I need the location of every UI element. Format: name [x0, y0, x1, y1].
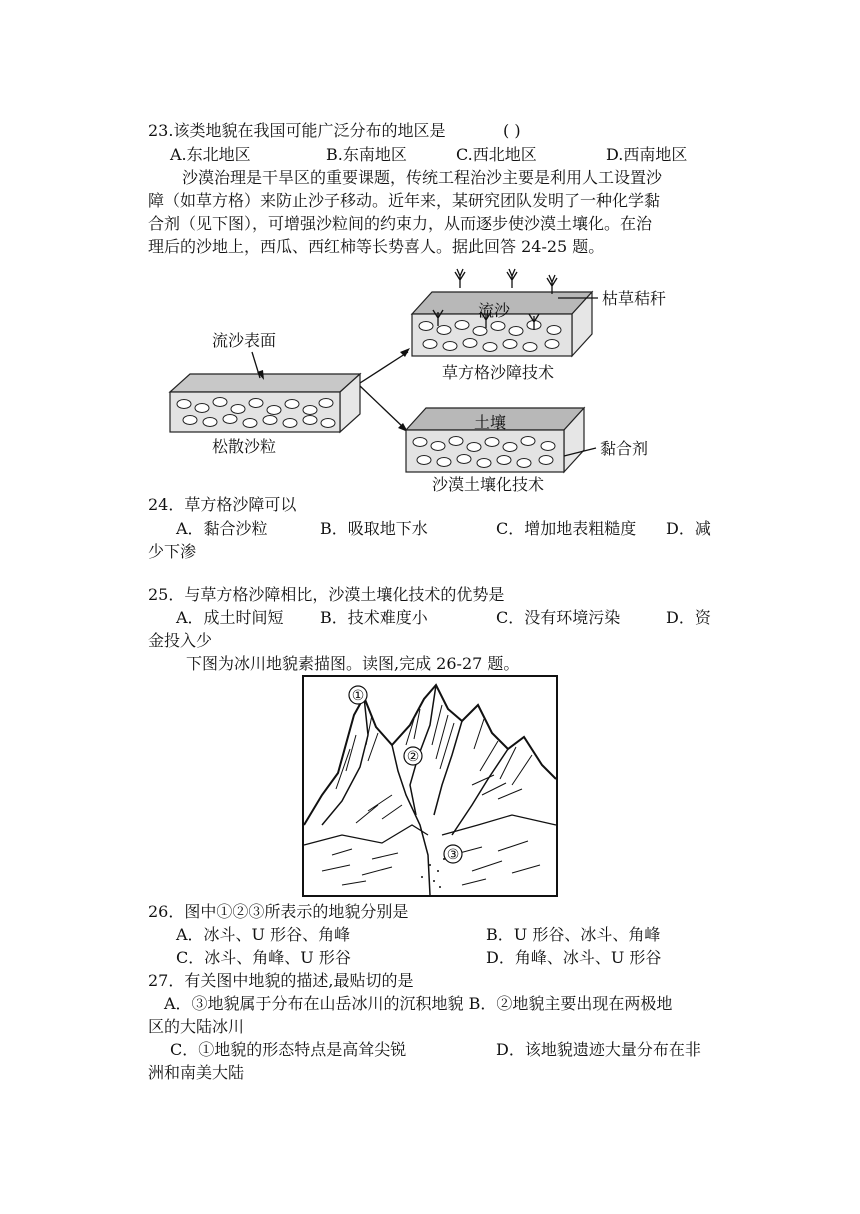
q23-answer-paren: ( )	[503, 121, 521, 140]
q27-stem: 27．有关图中地貌的描述,最贴切的是	[148, 971, 414, 990]
q27-option-c: C．①地貌的形态特点是高耸尖锐	[170, 1040, 407, 1059]
glacier-landform-sketch	[302, 675, 558, 897]
q25-option-b: B．技术难度小	[320, 608, 428, 627]
q25-stem: 25．与草方格沙障相比，沙漠土壤化技术的优势是	[148, 585, 505, 604]
q27-line-1: A．③地貌属于分布在山岳冰川的沉积地貌 B．②地貌主要出现在两极地	[164, 994, 673, 1013]
marker-2: ②	[406, 749, 420, 765]
q27-line-2: 区的大陆冰川	[148, 1017, 245, 1036]
label-grid-technique: 草方格沙障技术	[442, 363, 555, 382]
label-adhesive: 黏合剂	[600, 439, 649, 458]
q27-line-4: 洲和南美大陆	[148, 1063, 245, 1082]
q25-option-d-wrap: 金投入少	[148, 631, 213, 650]
q24-stem: 24．草方格沙障可以	[148, 495, 297, 514]
q24-option-d: D．减	[666, 519, 711, 538]
q25-option-a: A．成土时间短	[176, 608, 284, 627]
sand-technique-diagram	[160, 268, 680, 498]
marker-3: ③	[446, 847, 460, 863]
passage-line-1: 沙漠治理是干旱区的重要课题，传统工程治沙主要是利用人工设置沙	[182, 168, 663, 187]
label-straw: 枯草秸秆	[602, 289, 667, 308]
passage-line-2: 障（如草方格）来防止沙子移动。近年来，某研究团队发明了一种化学黏	[148, 191, 661, 210]
passage-line-4: 理后的沙地上，西瓜、西红柿等长势喜人。据此回答 24-25 题。	[148, 237, 605, 256]
q26-option-a: A．冰斗、U 形谷、角峰	[176, 925, 351, 944]
q24-option-c: C．增加地表粗糙度	[496, 519, 637, 538]
q24-option-a: A．黏合沙粒	[176, 519, 268, 538]
intro-26-27: 下图为冰川地貌素描图。读图,完成 26-27 题。	[186, 654, 520, 673]
label-soil: 土壤	[474, 413, 507, 432]
q23-option-b: B.东南地区	[326, 145, 407, 164]
q26-stem: 26．图中①②③所表示的地貌分别是	[148, 902, 409, 921]
q24-option-b: B．吸取地下水	[320, 519, 428, 538]
passage-line-3: 合剂（见下图），可增强沙粒间的约束力，从而逐步使沙漠土壤化。在治	[148, 214, 653, 233]
q26-option-d: D．角峰、冰斗、U 形谷	[486, 948, 662, 967]
label-soil-technique: 沙漠土壤化技术	[432, 475, 545, 494]
label-loose-sand: 松散沙粒	[212, 437, 277, 456]
q26-option-b: B．U 形谷、冰斗、角峰	[486, 925, 661, 944]
label-sand-surface: 流沙表面	[212, 331, 277, 350]
loose-sand-block	[170, 374, 360, 432]
q25-option-d: D．资	[666, 608, 711, 627]
q27-option-d: D．该地貌遗迹大量分布在非	[496, 1040, 701, 1059]
q23-option-d: D.西南地区	[606, 145, 688, 164]
q23-option-a: A.东北地区	[170, 145, 251, 164]
q26-option-c: C．冰斗、角峰、U 形谷	[176, 948, 351, 967]
label-flowing-sand: 流沙	[478, 301, 511, 320]
q24-option-d-wrap: 少下渗	[148, 542, 197, 561]
marker-1: ①	[351, 688, 365, 704]
q23-stem: 23.该类地貌在我国可能广泛分布的地区是	[148, 121, 446, 140]
q25-option-c: C．没有环境污染	[496, 608, 621, 627]
q23-option-c: C.西北地区	[456, 145, 537, 164]
